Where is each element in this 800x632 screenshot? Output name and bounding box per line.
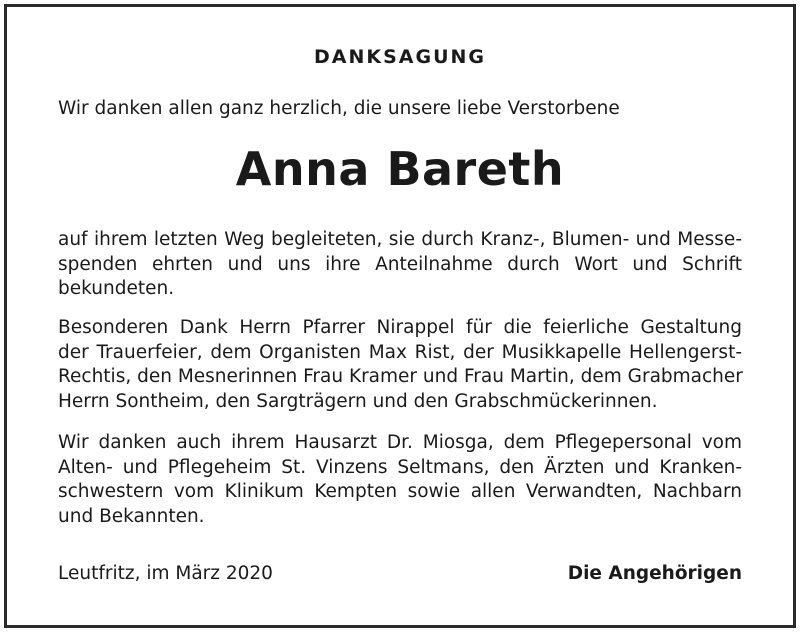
paragraph-line: Besonderen Dank Herrn Pfarrer Nirappel für die feierliche Gestaltung [58,317,742,338]
paragraph-line: Rechtis, den Mesnerinnen Frau Kramer und Frau Martin, dem Grabmacher [58,366,743,387]
paragraph-thanks [58,228,742,302]
intro-text: Wir danken allen ganz herzlich, die unsere liebe Verstorbene [58,98,620,119]
paragraph-line: und Bekannten. [58,505,205,527]
paragraph-medical-thanks [58,431,742,529]
deceased-name: Anna Bareth [235,142,565,196]
signature: Die Angehörigen [567,563,742,584]
paragraph-line: der Trauerfeier, dem Organisten Max Rist, der Musikkapelle Hellengerst- [58,341,742,363]
paragraph-line: Alten- und Pflegeheim St. Vinzens Seltmans, den Ärzten und Kranken- [58,456,742,478]
paragraph-line: schwestern vom Klinikum Kempten sowie allen Verwandten, Nachbarn [58,481,742,502]
paragraph-line: auf ihrem letzten Weg begleiteten, sie durch Kranz-, Blumen- und Messe- [58,229,742,250]
paragraph-line: spenden ehrten und uns ihre Anteilnahme durch Wort und Schrift [58,253,742,275]
paragraph-line: bekundeten. [58,278,175,299]
paragraph-special-thanks [58,316,742,414]
place-date: Leutfritz, im März 2020 [58,563,273,584]
paragraph-line: Herrn Sontheim, den Sargträgern und den Grabschmückerinnen. [58,390,658,412]
paragraph-line: Wir danken auch ihrem Hausarzt Dr. Miosga, dem Pflegepersonal vom [58,432,742,453]
notice-heading: DANKSAGUNG [313,46,486,68]
